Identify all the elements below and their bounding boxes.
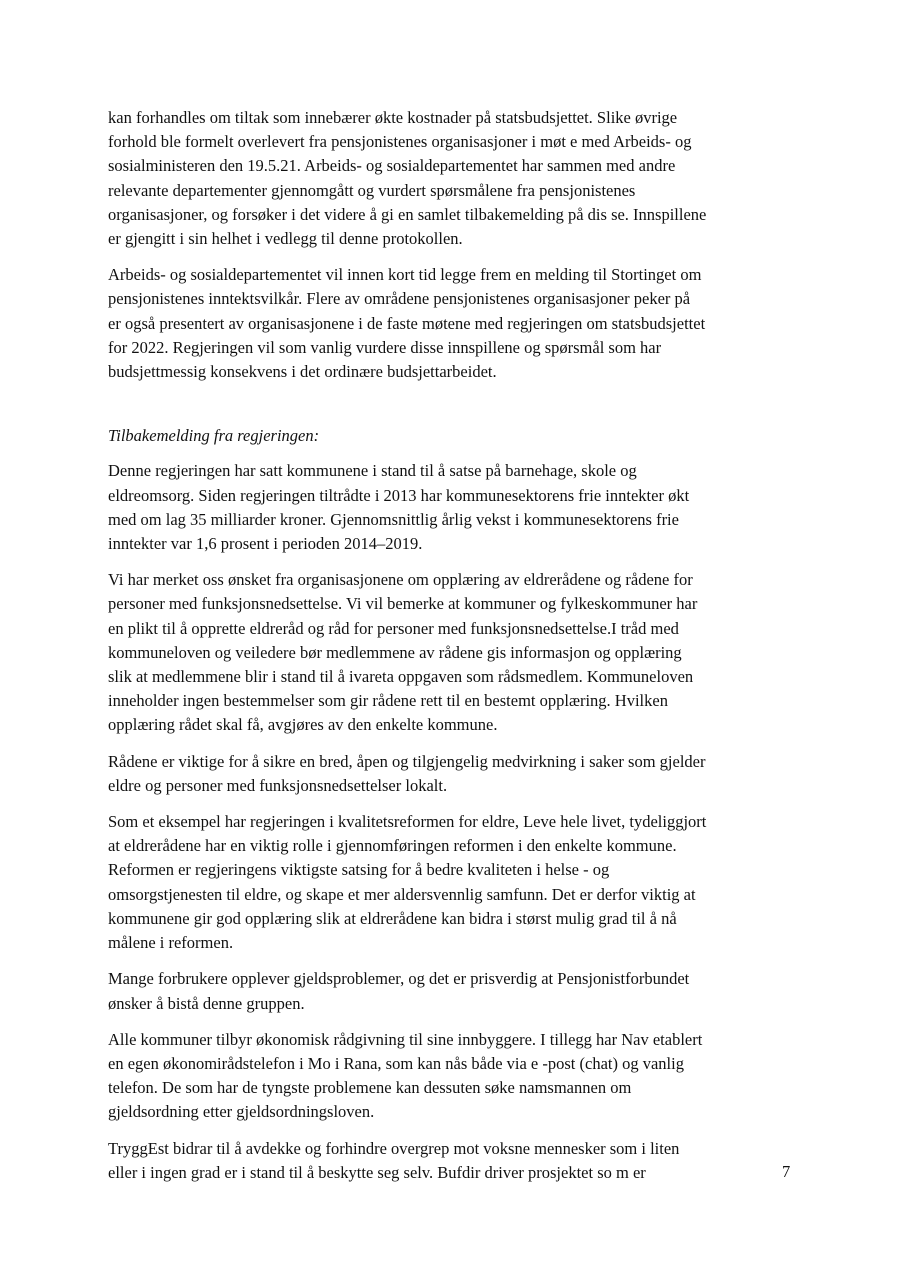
text-line: eldreomsorg. Siden regjeringen tiltrådte i 2013 har kommunesektorens frie inntekter økt <box>108 485 690 505</box>
text-line: relevante departementer gjennomgått og vurdert spørsmålene fra pensjonistenes <box>108 180 636 200</box>
text-line: at eldrerådene har en viktig rolle i gjennomføringen reformen i den enkelte kommune. <box>108 836 677 856</box>
section-heading: Tilbakemelding fra regjeringen: <box>108 426 320 446</box>
text-line: slik at medlemmene blir i stand til å ivareta oppgaven som rådsmedlem. Kommuneloven <box>108 667 694 687</box>
text-line: eldre og personer med funksjonsnedsettelser lokalt. <box>108 775 448 795</box>
text-line: Reformen er regjeringens viktigste satsing for å bedre kvaliteten i helse - og <box>108 860 610 880</box>
paragraph <box>108 1028 800 1125</box>
text-line: Alle kommuner tilbyr økonomisk rådgivning til sine innbyggere. I tillegg har Nav etablert <box>108 1029 703 1049</box>
text-line: personer med funksjonsnedsettelse. Vi vil bemerke at kommuner og fylkeskommuner har <box>108 594 698 614</box>
page-body <box>108 106 800 1197</box>
text-line: Som et eksempel har regjeringen i kvalitetsreformen for eldre, Leve hele livet, tydeliggjort <box>108 812 707 832</box>
paragraph <box>108 1137 800 1185</box>
text-line: for 2022. Regjeringen vil som vanlig vurdere disse innspillene og spørsmål som har <box>108 337 662 357</box>
text-line: pensjonistenes inntektsvilkår. Flere av områdene pensjonistenes organisasjoner peker på <box>108 289 691 309</box>
text-line: eller i ingen grad er i stand til å beskytte seg selv. Bufdir driver prosjektet so m er <box>108 1162 646 1182</box>
paragraph <box>108 750 800 798</box>
text-line: kommunene gir god opplæring slik at eldrerådene kan bidra i størst mulig grad til å nå <box>108 908 677 928</box>
text-line: Denne regjeringen har satt kommunene i stand til å satse på barnehage, skole og <box>108 461 637 481</box>
text-line: telefon. De som har de tyngste problemene kan dessuten søke namsmannen om <box>108 1078 632 1098</box>
text-line: målene i reformen. <box>108 933 234 953</box>
text-line: TryggEst bidrar til å avdekke og forhindre overgrep mot voksne mennesker som i liten <box>108 1138 680 1158</box>
text-line: er også presentert av organisasjonene i de faste møtene med regjeringen om statsbudsjettet <box>108 313 706 333</box>
paragraph <box>108 106 800 251</box>
text-line: inneholder ingen bestemmelser som gir rådene rett til en bestemt opplæring. Hvilken <box>108 691 668 711</box>
text-line: kommuneloven og veiledere bør medlemmene av rådene gis informasjon og opplæring <box>108 642 682 662</box>
text-line: sosialministeren den 19.5.21. Arbeids- og sosialdepartementet har sammen med andre <box>108 156 676 176</box>
text-line: gjeldsordning etter gjeldsordningsloven. <box>108 1102 375 1122</box>
text-line: omsorgstjenesten til eldre, og skape et mer aldersvennlig samfunn. Det er derfor viktig at <box>108 884 696 904</box>
paragraph <box>108 568 800 737</box>
paragraph <box>108 459 800 556</box>
text-line: ønsker å bistå denne gruppen. <box>108 993 305 1013</box>
paragraph <box>108 967 800 1015</box>
text-line: inntekter var 1,6 prosent i perioden 2014–2019. <box>108 534 423 554</box>
text-line: forhold ble formelt overlevert fra pensjonistenes organisasjoner i møt e med Arbeids- og <box>108 132 692 152</box>
text-line: en plikt til å opprette eldreråd og råd for personer med funksjonsnedsettelse.I tråd med <box>108 618 679 638</box>
text-line: Mange forbrukere opplever gjeldsproblemer, og det er prisverdig at Pensjonistforbundet <box>108 969 690 989</box>
text-line: kan forhandles om tiltak som innebærer økte kostnader på statsbudsjettet. Slike øvrige <box>108 108 678 127</box>
text-line: med om lag 35 milliarder kroner. Gjennomsnittlig årlig vekst i kommunesektorens frie <box>108 509 679 529</box>
text-line: opplæring rådet skal få, avgjøres av den enkelte kommune. <box>108 715 498 735</box>
text-line: Rådene er viktige for å sikre en bred, åpen og tilgjengelig medvirkning i saker som gjelder <box>108 751 706 771</box>
text-line: en egen økonomirådstelefon i Mo i Rana, som kan nås både via e -post (chat) og vanlig <box>108 1053 684 1073</box>
paragraph <box>108 263 800 384</box>
paragraph <box>108 810 800 955</box>
text-line: er gjengitt i sin helhet i vedlegg til denne protokollen. <box>108 229 463 249</box>
text-line: organisasjoner, og forsøker i det videre å gi en samlet tilbakemelding på dis se. Innspillene <box>108 204 707 224</box>
page-number: 7 <box>782 1162 791 1181</box>
text-line: Arbeids- og sosialdepartementet vil innen kort tid legge frem en melding til Stortinget om <box>108 265 702 285</box>
text-line: Vi har merket oss ønsket fra organisasjonene om opplæring av eldrerådene og rådene for <box>108 570 693 590</box>
text-line: budsjettmessig konsekvens i det ordinære budsjettarbeidet. <box>108 362 497 382</box>
